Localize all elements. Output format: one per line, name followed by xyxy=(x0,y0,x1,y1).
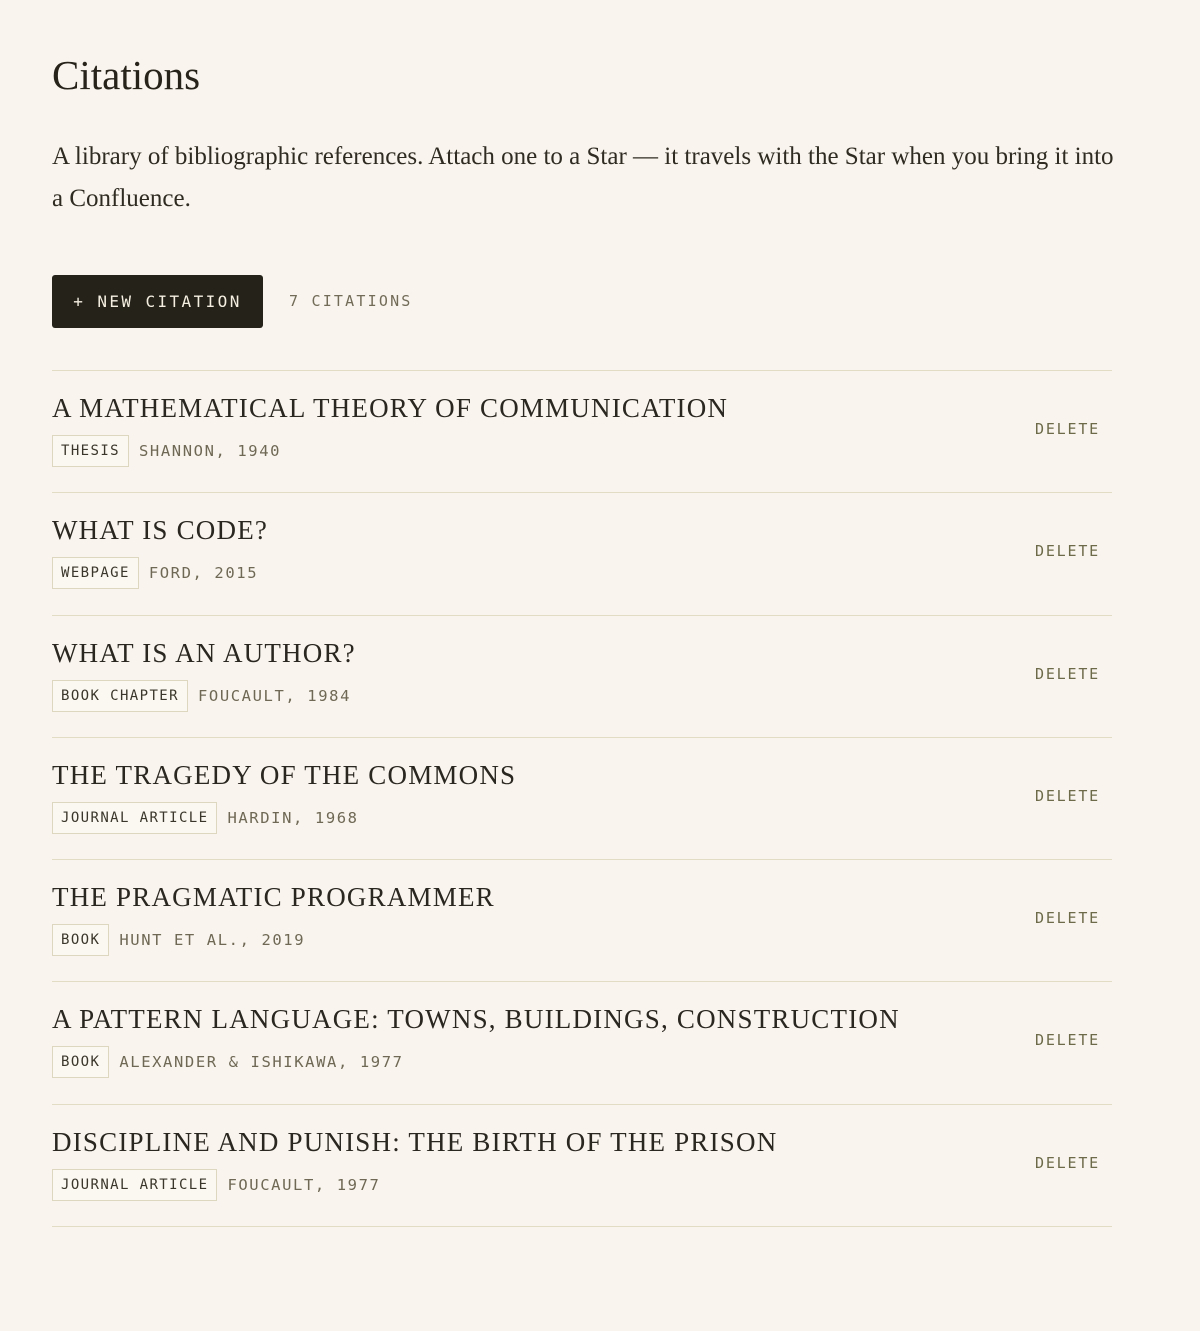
citation-row xyxy=(52,860,1112,982)
citation-row xyxy=(52,371,1112,493)
delete-citation-button[interactable]: DELETE xyxy=(1035,1031,1100,1050)
citation-list xyxy=(52,370,1112,1227)
citation-meta xyxy=(52,1169,380,1201)
citation-row xyxy=(52,493,1112,615)
citation-row xyxy=(52,616,1112,738)
citation-authors: HUNT ET AL., 2019 xyxy=(119,931,306,950)
citation-meta xyxy=(52,802,359,834)
page-intro: A library of bibliographic references. Attach one to a Star — it travels with the Star when you bring it into a Confluence. xyxy=(52,143,1114,212)
page-title: Citations xyxy=(52,52,201,98)
citation-row xyxy=(52,738,1112,860)
citation-meta xyxy=(52,924,305,956)
citation-row xyxy=(52,1105,1112,1227)
delete-citation-button[interactable]: DELETE xyxy=(1035,909,1100,928)
citation-meta xyxy=(52,1046,404,1078)
citation-type-badge: BOOK CHAPTER xyxy=(52,680,188,712)
delete-citation-button[interactable]: DELETE xyxy=(1035,1153,1100,1172)
citation-meta xyxy=(52,680,351,712)
citation-title[interactable]: THE PRAGMATIC PROGRAMMER xyxy=(52,882,495,913)
delete-citation-button[interactable]: DELETE xyxy=(1035,542,1100,561)
delete-citation-button[interactable]: DELETE xyxy=(1035,786,1100,805)
citation-meta xyxy=(52,435,281,467)
citation-authors: FORD, 2015 xyxy=(148,564,259,583)
citation-authors: HARDIN, 1968 xyxy=(227,808,359,827)
citation-title[interactable]: WHAT IS CODE? xyxy=(52,515,269,546)
citation-title[interactable]: WHAT IS AN AUTHOR? xyxy=(52,637,356,668)
citation-type-badge: BOOK xyxy=(52,924,109,956)
citation-authors: FOUCAULT, 1984 xyxy=(197,686,351,705)
citation-authors: SHANNON, 1940 xyxy=(138,442,282,460)
citation-title[interactable]: DISCIPLINE AND PUNISH: THE BIRTH OF THE PRISON xyxy=(52,1126,778,1157)
citation-row xyxy=(52,982,1112,1104)
citation-authors: ALEXANDER & ISHIKAWA, 1977 xyxy=(119,1053,404,1072)
delete-citation-button[interactable]: DELETE xyxy=(1035,664,1100,683)
citation-meta xyxy=(52,557,258,589)
citation-title[interactable]: A MATHEMATICAL THEORY OF COMMUNICATION xyxy=(52,393,729,423)
citation-title[interactable]: A PATTERN LANGUAGE: TOWNS, BUILDINGS, CONSTRUCTION xyxy=(52,1004,900,1035)
citation-count: 7 CITATIONS xyxy=(289,292,413,310)
citation-type-badge: BOOK xyxy=(52,1046,109,1078)
citation-title[interactable]: THE TRAGEDY OF THE COMMONS xyxy=(52,759,517,790)
delete-citation-button[interactable]: DELETE xyxy=(1035,420,1100,438)
citation-type-badge: JOURNAL ARTICLE xyxy=(52,1169,217,1201)
citation-type-badge: THESIS xyxy=(52,435,129,467)
citation-type-badge: WEBPAGE xyxy=(52,557,139,589)
citation-type-badge: JOURNAL ARTICLE xyxy=(52,802,217,834)
toolbar xyxy=(52,274,1112,328)
citation-authors: FOUCAULT, 1977 xyxy=(227,1175,381,1194)
new-citation-button[interactable]: + NEW CITATION xyxy=(52,275,263,328)
